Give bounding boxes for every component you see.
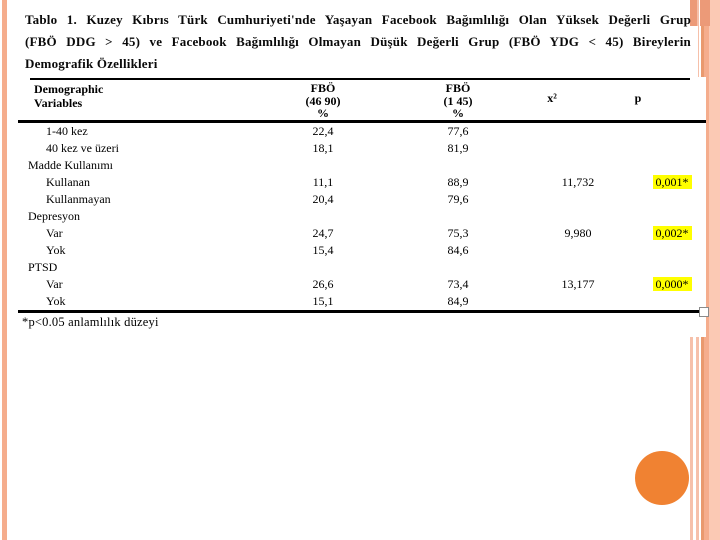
table-row: [18, 123, 706, 140]
chi-square-value: [518, 123, 638, 140]
table-body: [18, 123, 706, 310]
slide-title: [25, 9, 691, 75]
table-row: [18, 259, 706, 276]
p-value: 0,001*: [638, 174, 706, 191]
chi-square-value: [518, 140, 638, 157]
chi-square-value: 11,732: [561, 175, 595, 189]
p-value: [638, 123, 706, 140]
p-value: [638, 259, 706, 276]
resize-handle[interactable]: [699, 307, 709, 317]
fbo-low-value: 81,9: [447, 141, 469, 155]
table-row: [18, 276, 706, 293]
fbo-high-value: 24,7: [312, 226, 334, 240]
row-label: Depresyon: [28, 209, 80, 223]
fbo-high-value: 22,4: [312, 124, 334, 138]
row-label: 40 kez ve üzeri: [46, 141, 119, 155]
title-line: Demografik Özellikleri: [25, 56, 158, 71]
chi-square-value: [518, 208, 638, 225]
fbo-high-value: 26,6: [312, 277, 334, 291]
header-p: p: [634, 91, 642, 105]
fbo-low-value: 77,6: [447, 124, 469, 138]
fbo-low-value: [398, 208, 518, 225]
title-line: (FBÖ DDG > 45) ve Facebook Bağımlılığı Olmayan Düşük Değerli Grup (FBÖ YDG < 45) Bireylerin: [25, 34, 691, 49]
header-variables: Demographic Variables: [34, 82, 104, 110]
row-label: Var: [46, 277, 63, 291]
fbo-low-value: 79,6: [447, 192, 469, 206]
chi-square-value: [518, 191, 638, 208]
table-row: [18, 293, 706, 310]
fbo-high-value: [248, 157, 398, 174]
p-value: 0,002*: [638, 225, 706, 242]
table-row: [18, 140, 706, 157]
table-row: [18, 174, 706, 191]
stripe: [709, 0, 720, 540]
fbo-low-value: 84,6: [447, 243, 469, 257]
table-row: [18, 208, 706, 225]
row-label: PTSD: [28, 260, 58, 274]
table-row: [18, 191, 706, 208]
title-line: Tablo 1. Kuzey Kıbrıs Türk Cumhuriyeti'nde Yaşayan Facebook Bağımlılığı Olan Yüksek Değerli Grup: [25, 12, 691, 27]
row-label: Var: [46, 226, 63, 240]
row-label: Kullanan: [46, 175, 90, 189]
header-fbo-high: FBÖ (46 90) %: [305, 81, 341, 120]
stripe-top-accent: [700, 0, 710, 26]
chi-square-value: [518, 259, 638, 276]
fbo-high-value: 15,4: [312, 243, 334, 257]
p-value: [638, 242, 706, 259]
fbo-high-value: [248, 208, 398, 225]
table-top-rule: [30, 78, 690, 80]
p-value: [638, 293, 706, 310]
fbo-high-value: 15,1: [312, 294, 334, 308]
fbo-low-value: 88,9: [447, 175, 469, 189]
p-value: 0,000*: [638, 276, 706, 293]
p-value: [638, 157, 706, 174]
fbo-high-value: 18,1: [312, 141, 334, 155]
chi-square-value: [518, 157, 638, 174]
table-row: [18, 242, 706, 259]
fbo-high-value: [248, 259, 398, 276]
header-fbo-low: FBÖ (1 45) %: [443, 81, 473, 120]
accent-circle: [635, 451, 689, 505]
p-value: [638, 208, 706, 225]
fbo-high-value: 20,4: [312, 192, 334, 206]
table-bottom-rule: [18, 310, 706, 313]
fbo-low-value: 75,3: [447, 226, 469, 240]
table-header: [18, 81, 706, 120]
stripe-top-accent: [690, 0, 697, 26]
row-label: Madde Kullanımı: [28, 158, 113, 172]
table-row: [18, 225, 706, 242]
chi-square-value: [518, 293, 638, 310]
table-row: [18, 157, 706, 174]
fbo-low-value: [398, 259, 518, 276]
row-label: Yok: [46, 294, 66, 308]
fbo-low-value: 73,4: [447, 277, 469, 291]
chi-square-value: 9,980: [564, 226, 592, 240]
p-value: [638, 191, 706, 208]
p-value: [638, 140, 706, 157]
chi-square-value: 13,177: [561, 277, 595, 291]
chi-square-value: [518, 242, 638, 259]
left-edge-stripe: [2, 0, 7, 540]
fbo-high-value: 11,1: [312, 175, 334, 189]
row-label: 1-40 kez: [46, 124, 88, 138]
row-label: Kullanmayan: [46, 192, 111, 206]
fbo-low-value: 84,9: [447, 294, 469, 308]
fbo-low-value: [398, 157, 518, 174]
table-footnote: *p<0.05 anlamlılık düzeyi: [22, 315, 159, 329]
row-label: Yok: [46, 243, 66, 257]
header-chi-square: x²: [547, 91, 557, 105]
